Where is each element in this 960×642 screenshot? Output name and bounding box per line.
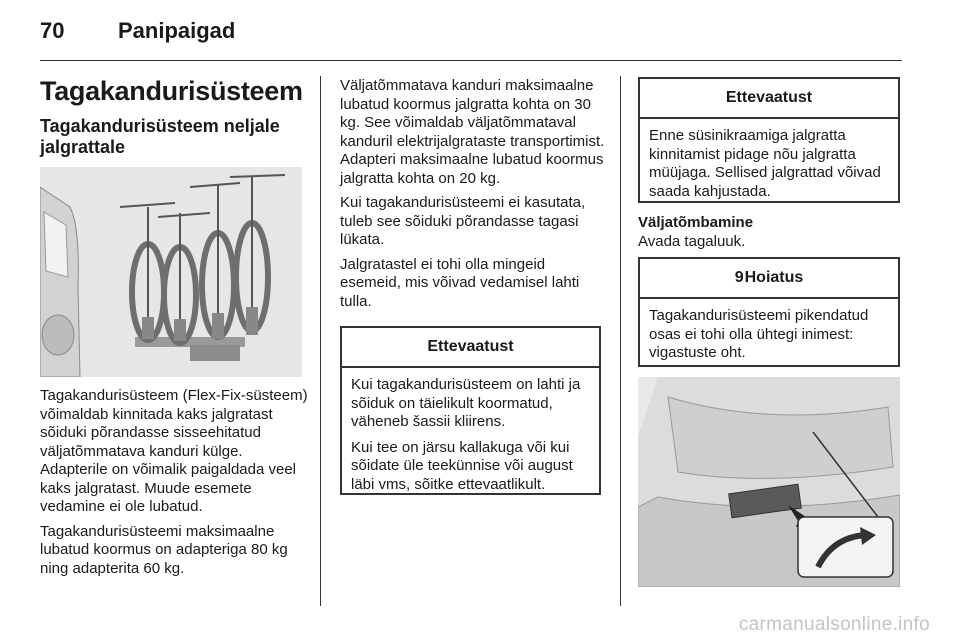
open-tailgate-instruction: Avada tagaluuk. xyxy=(638,233,746,250)
caution-title: Ettevaatust xyxy=(640,79,898,119)
tailgate-drawing xyxy=(638,377,900,587)
warning-title: Hoiatus xyxy=(744,269,804,286)
caution-box-carbon xyxy=(638,77,900,203)
section-subtitle: Tagakandurisüsteem neljale jalgrattale xyxy=(40,116,280,157)
extraction-subheading: Väljatõmbamine xyxy=(638,214,754,231)
chapter-title: Panipaigad xyxy=(118,18,236,43)
intro-paragraph: Tagakandurisüsteem (Flex-Fix-süsteem) võimaldab kinnitada kaks jalgratast sõiduki põrandasse sisseehitatud väljatõmmatava kanduri külge. Adapterile on võimalik paigaldada veel kaks jalgratast. Muude esemete vedamine ei ole lubatud. xyxy=(40,387,308,515)
column-divider-2 xyxy=(620,76,621,606)
caution-title: Ettevaatust xyxy=(342,328,599,368)
caution-text: Enne süsinikraamiga jalgratta kinnitamist pidage nõu jalgratta müüjaga. Sellised jalgrattad võivad saada kahjustada. xyxy=(649,127,881,200)
caution-text-2: Kui tee on järsu kallakuga või kui sõidate üle teekünnise või august läbi vms, sõitke ettevaatlikult. xyxy=(351,438,573,493)
warning-box xyxy=(638,257,900,367)
watermark: carmanualsonline.info xyxy=(738,614,930,635)
header-divider xyxy=(40,60,902,61)
caution-text-1: Kui tagakandurisüsteem on lahti ja sõiduk on täielikult koormatud, väheneb šassii kliirens. xyxy=(351,376,581,430)
max-load-paragraph: Tagakandurisüsteemi maksimaalne lubatud koormus on adapteriga 80 kg ning adapterita 60 kg. xyxy=(40,522,288,577)
bike-carrier-illustration xyxy=(40,167,302,377)
warning-text: Tagakandurisüsteemi pikendatud osas ei tohi olla ühtegi inimest: vigastuste oht. xyxy=(649,307,869,361)
caution-box-clearance xyxy=(340,326,601,495)
page-number: 70 xyxy=(40,18,65,43)
carrier-load-paragraph: Väljatõmmatava kanduri maksimaalne lubatud koormus jalgratta kohta on 30 kg. See võimaldab väljatõmmataval kanduril elektrijalgrataste transportimist. Adapteri maksimaalne lubatud koormus jalgratta kohta on 20 kg. xyxy=(340,77,605,187)
bike-carrier-drawing xyxy=(40,167,302,377)
retract-paragraph: Kui tagakandurisüsteemi ei kasutata, tuleb see sõiduki põrandasse tagasi lükata. xyxy=(340,194,586,248)
loose-items-paragraph: Jalgratastel ei tohi olla mingeid esemeid, mis võivad vedamisel lahti tulla. xyxy=(340,255,580,310)
column-divider-1 xyxy=(320,76,321,606)
tailgate-illustration xyxy=(638,377,900,587)
warning-icon: 9 xyxy=(734,269,744,286)
section-title: Tagakandurisüsteem xyxy=(40,76,303,106)
